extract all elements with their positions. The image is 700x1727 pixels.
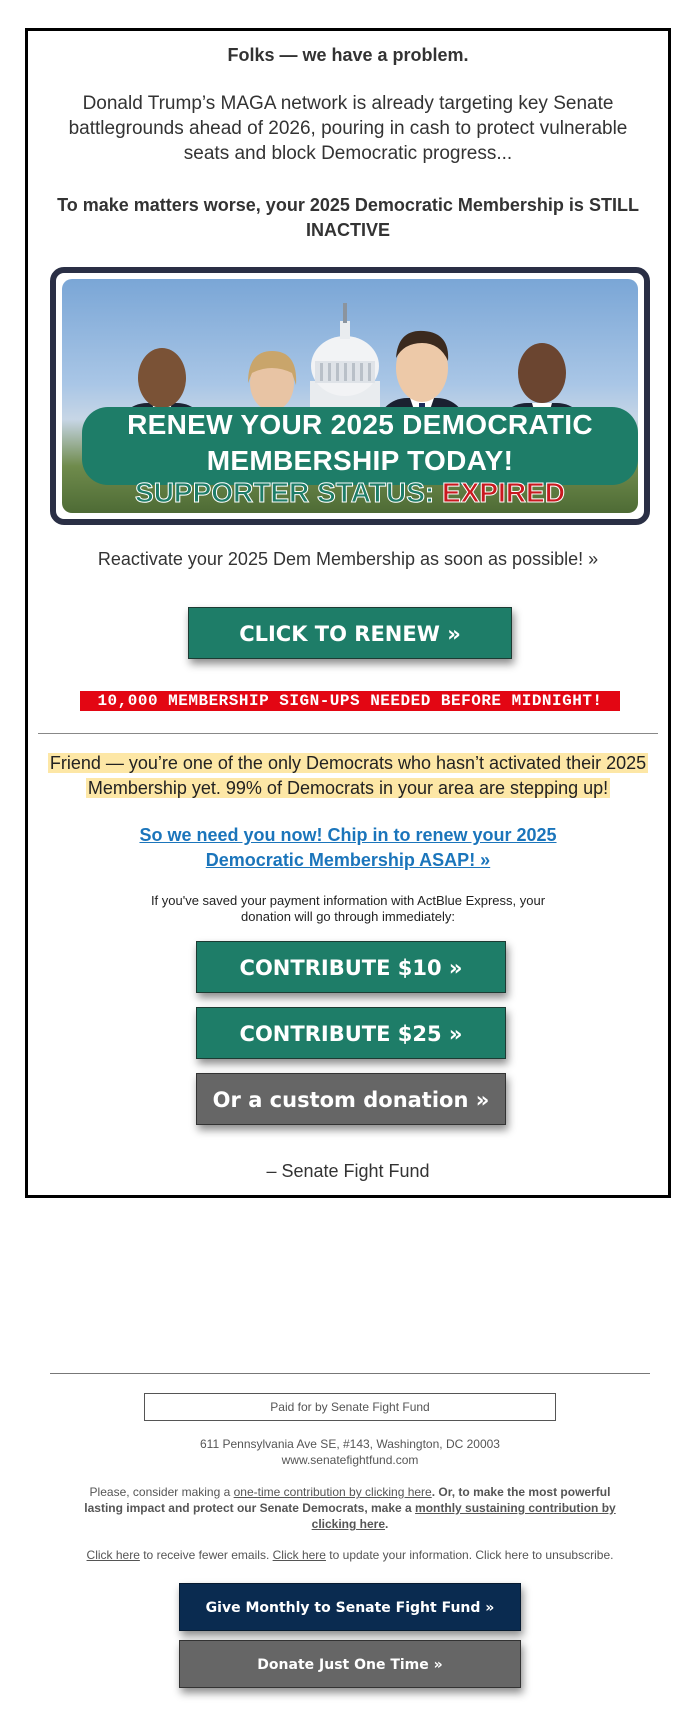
- divider: [38, 733, 658, 734]
- headline: Folks — we have a problem.: [227, 45, 469, 65]
- click-to-renew-button[interactable]: CLICK TO RENEW »: [188, 607, 512, 659]
- custom-donation-button[interactable]: Or a custom donation »: [196, 1073, 506, 1125]
- hero-image-link[interactable]: [50, 267, 650, 525]
- banner-line-2: MEMBERSHIP TODAY!: [206, 445, 514, 476]
- friend-paragraph: [38, 751, 658, 801]
- consider-mid: . Or, to make the most powerful lasting impact and protect our Senate Democrats, make a: [84, 1485, 611, 1515]
- fewer-text: to receive fewer emails.: [139, 1548, 273, 1562]
- one-time-link[interactable]: one-time contribution by clicking here: [233, 1485, 432, 1499]
- status-label: SUPPORTER STATUS:: [135, 477, 443, 508]
- website-line: www.senatefightfund.com: [281, 1453, 419, 1467]
- give-monthly-button[interactable]: Give Monthly to Senate Fight Fund »: [179, 1583, 521, 1631]
- monthly-link[interactable]: monthly sustaining contribution by clicking here: [311, 1501, 616, 1531]
- contribute-10-button[interactable]: CONTRIBUTE $10 »: [196, 941, 506, 993]
- signature: – Senate Fight Fund: [266, 1161, 430, 1181]
- supporter-status: [62, 477, 638, 509]
- footer-preferences: [0, 1548, 700, 1562]
- renew-banner: [82, 407, 638, 485]
- donate-once-button[interactable]: Donate Just One Time »: [179, 1640, 521, 1688]
- reactivate-link[interactable]: Reactivate your 2025 Dem Membership as soon as possible! »: [97, 549, 599, 569]
- consider-end: .: [385, 1517, 389, 1531]
- footer-consider: [70, 1484, 630, 1532]
- banner-line-1: RENEW YOUR 2025 DEMOCRATIC: [127, 409, 593, 440]
- status-expired: EXPIRED: [442, 477, 565, 508]
- deadline-alert: 10,000 MEMBERSHIP SIGN-UPS NEEDED BEFORE MIDNIGHT!: [80, 691, 620, 711]
- footer-divider: [50, 1373, 650, 1374]
- update-text: to update your information. Click here to unsubscribe.: [325, 1548, 614, 1562]
- fewer-emails-link[interactable]: Click here: [86, 1548, 140, 1562]
- consider-pre: Please, consider making a: [89, 1485, 234, 1499]
- friend-highlight: Friend — you’re one of the only Democrats who hasn’t activated their 2025 Membership yet. 99% of Democrats in your area are stepping up!: [49, 753, 647, 798]
- contribute-25-button[interactable]: CONTRIBUTE $25 »: [196, 1007, 506, 1059]
- footer-address: [0, 1436, 700, 1468]
- paid-for-box: Paid for by Senate Fight Fund: [144, 1393, 556, 1421]
- update-info-link[interactable]: Click here: [272, 1548, 326, 1562]
- address-line: 611 Pennsylvania Ave SE, #143, Washington, DC 20003: [200, 1437, 500, 1451]
- chip-in-link[interactable]: So we need you now! Chip in to renew your 2025 Democratic Membership ASAP! »: [139, 825, 557, 870]
- email-body-frame: [25, 28, 671, 1198]
- hero-image: [62, 279, 638, 513]
- actblue-note: If you've saved your payment information with ActBlue Express, your donation will go through immediately:: [150, 893, 546, 924]
- inactive-warning: To make matters worse, your 2025 Democratic Membership is STILL INACTIVE: [57, 195, 639, 240]
- intro-paragraph: Donald Trump’s MAGA network is already targeting key Senate battlegrounds ahead of 2026, pouring in cash to protect vulnerable seats and block Democratic progress...: [68, 93, 628, 164]
